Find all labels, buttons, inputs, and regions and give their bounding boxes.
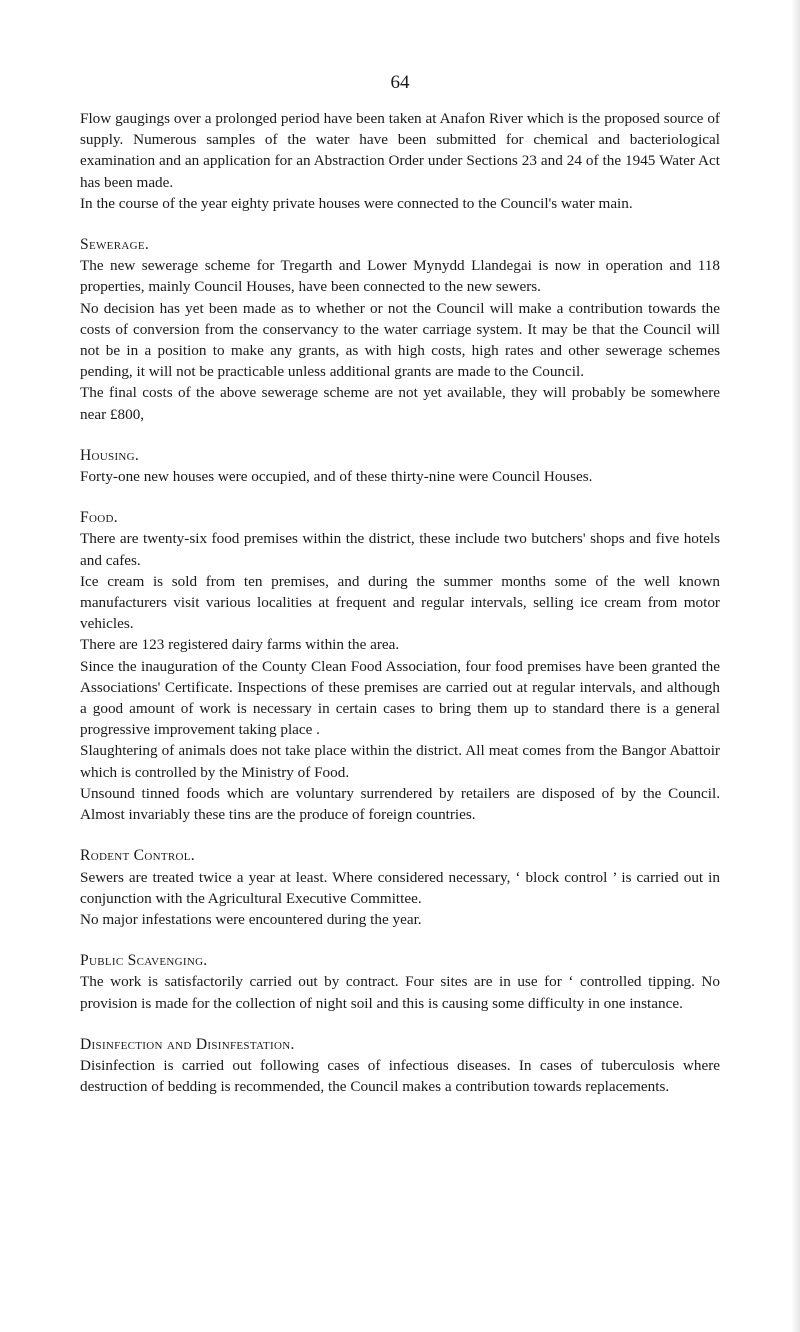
section-disinfection [80,1034,720,1098]
section-public-scavenging [80,950,720,1014]
section-paragraph: There are twenty-six food premises within the district, these include two butchers' shops and five hotels and cafes. [80,530,720,569]
section-food [80,507,720,825]
intro-paragraph: In the course of the year eighty private houses were connected to the Council's water main. [80,194,633,212]
section-heading: Disinfection and Disinfestation. [80,1035,295,1053]
document-page [80,72,720,1097]
section-paragraph: There are 123 registered dairy farms within the area. [80,636,400,654]
section-paragraph: Sewers are treated twice a year at least. Where considered necessary, ‘ block control ’ is carried out in conjunction with the Agricultural Executive Committee. [80,868,720,907]
section-heading: Public Scavenging. [80,952,208,970]
section-paragraph: No decision has yet been made as to whether or not the Council will make a contribution towards the costs of conversion from the conservancy to the water carriage system. It may be that the Council will not be in a position to make any grants, as with high costs, high rates and other sewerage schemes pending, it will not be practicable unless additional grants are made to the Council. [80,299,720,381]
section-paragraph: Forty-one new houses were occupied, and of these thirty-nine were Council Houses. [80,468,593,486]
section-rodent-control [80,845,720,930]
section-paragraph: The work is satisfactorily carried out by contract. Four sites are in use for ‘ controlled tipping. No provision is made for the collection of night soil and this is causing some difficulty in one instance. [80,973,720,1012]
section-paragraph: Since the inauguration of the County Clean Food Association, four food premises have been granted the Associations' Certificate. Inspections of these premises are carried out at regular intervals, and although a good amount of work is necessary in certain cases to bring them up to standard there is a general progressive improvement taking place . [80,657,720,739]
section-paragraph: The final costs of the above sewerage scheme are not yet available, they will probably be somewhere near £800, [80,384,720,423]
section-heading: Sewerage. [80,236,150,254]
section-paragraph: Unsound tinned foods which are voluntary surrendered by retailers are disposed of by the Council. Almost invariably these tins are the produce of foreign countries. [80,784,720,824]
intro-block [80,108,720,214]
section-paragraph: The new sewerage scheme for Tregarth and Lower Mynydd Llandegai is now in operation and 118 properties, mainly Council Houses, have been connected to the new sewers. [80,257,720,296]
section-heading: Rodent Control. [80,847,195,865]
section-heading: Housing. [80,446,140,464]
section-housing [80,445,720,487]
section-paragraph: Slaughtering of animals does not take place within the district. All meat comes from the Bangor Abattoir which is controlled by the Ministry of Food. [80,742,720,781]
intro-paragraph: Flow gaugings over a prolonged period have been taken at Anafon River which is the proposed source of supply. Numerous samples of the water have been submitted for chemical and bacteriological examination and an application for an Abstraction Order under Sections 23 and 24 of the 1945 Water Act has been made. [80,110,720,191]
section-paragraph: No major infestations were encountered during the year. [80,910,422,928]
section-sewerage [80,234,720,425]
section-paragraph: Ice cream is sold from ten premises, and during the summer months some of the well known manufacturers visit various localities at frequent and regular intervals, selling ice cream from motor vehicles. [80,572,720,633]
section-heading: Food. [80,509,118,527]
page-number: 64 [390,72,410,93]
page-edge-shadow [791,0,800,1332]
section-paragraph: Disinfection is carried out following cases of infectious diseases. In cases of tuberculosis where destruction of bedding is recommended, the Council makes a contribution towards replacements. [80,1056,720,1096]
